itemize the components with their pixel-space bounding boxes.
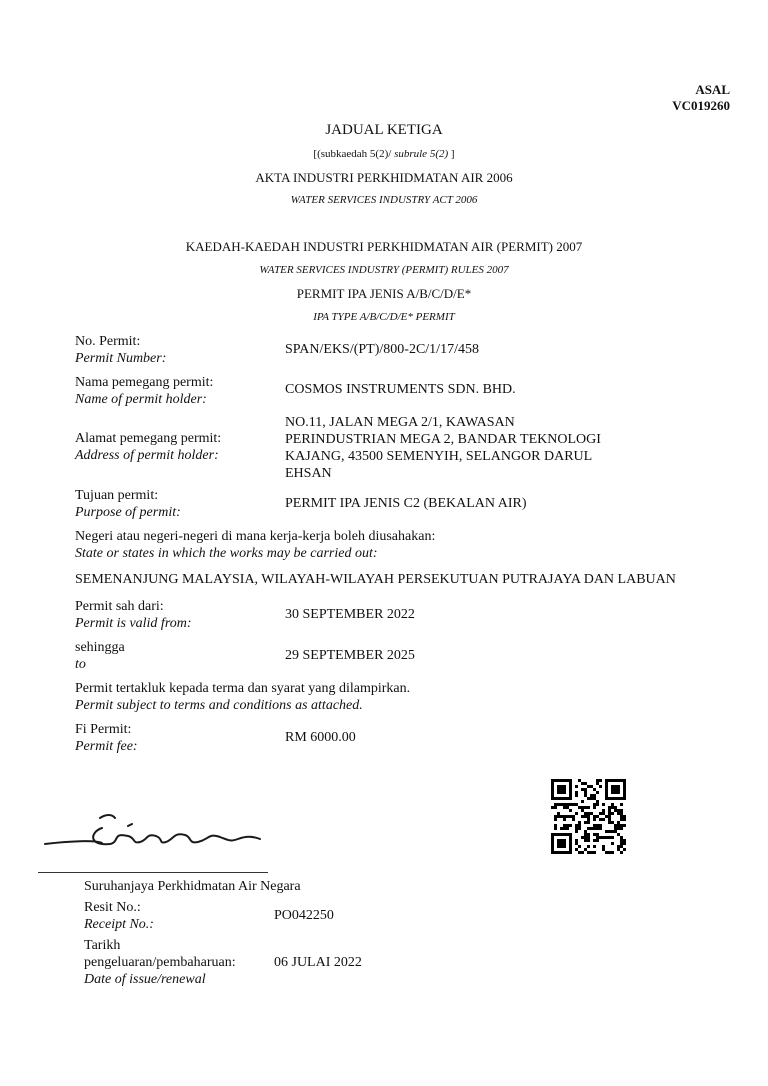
permit-number-label-en: Permit Number: [75, 351, 167, 366]
permit-type-en: IPA TYPE A/B/C/D/E* PERMIT [313, 311, 455, 323]
receipt-label-en: Receipt No.: [84, 917, 154, 932]
valid-from-label [75, 598, 192, 632]
valid-to-label-my: sehingga [75, 640, 125, 655]
permit-number-value: SPAN/EKS/(PT)/800-2C/1/17/458 [285, 342, 479, 357]
subrule-italic: subrule 5(2) [394, 148, 449, 160]
address-line: NO.11, JALAN MEGA 2/1, KAWASAN [285, 415, 515, 430]
issue-date-label [84, 937, 236, 988]
issue-date-label-en: Date of issue/renewal [84, 972, 206, 987]
fee-label [75, 721, 138, 755]
issue-date-value: 06 JULAI 2022 [274, 955, 362, 970]
issue-date-label-my-1: Tarikh [84, 938, 121, 953]
terms-note [75, 680, 410, 714]
act-title-my: AKTA INDUSTRI PERKHIDMATAN AIR 2006 [255, 170, 513, 185]
holder-address-value [285, 414, 601, 482]
address-line: PERINDUSTRIAN MEGA 2, BANDAR TEKNOLOGI [285, 432, 601, 447]
receipt-label-my: Resit No.: [84, 900, 141, 915]
permit-number-label [75, 333, 166, 367]
schedule-title: JADUAL KETIGA [325, 122, 443, 138]
holder-name-label-en: Name of permit holder: [75, 392, 207, 407]
holder-name-label-my: Nama pemegang permit: [75, 375, 214, 390]
subrule-prefix: [(subkaedah 5(2)/ [313, 148, 395, 160]
terms-note-en: Permit subject to terms and conditions as attached. [75, 698, 363, 713]
fee-label-en: Permit fee: [75, 739, 138, 754]
states-label-my: Negeri atau negeri-negeri di mana kerja-kerja boleh diusahakan: [75, 529, 436, 544]
holder-address-label [75, 430, 221, 464]
valid-to-value: 29 SEPTEMBER 2025 [285, 648, 415, 663]
valid-from-value: 30 SEPTEMBER 2022 [285, 607, 415, 622]
valid-from-label-en: Permit is valid from: [75, 616, 192, 631]
issue-date-label-my-2: pengeluaran/pembaharuan: [84, 955, 236, 970]
holder-address-label-en: Address of permit holder: [75, 448, 219, 463]
subrule-suffix: ] [448, 148, 455, 160]
fee-label-my: Fi Permit: [75, 722, 132, 737]
holder-address-label-my: Alamat pemegang permit: [75, 431, 222, 446]
signature [40, 806, 270, 856]
address-line: KAJANG, 43500 SEMENYIH, SELANGOR DARUL [285, 449, 593, 464]
permit-number-label-my: No. Permit: [75, 334, 141, 349]
purpose-label-en: Purpose of permit: [75, 505, 181, 520]
subrule-reference [0, 148, 768, 160]
rules-title-my: KAEDAH-KAEDAH INDUSTRI PERKHIDMATAN AIR (PERMIT) 2007 [185, 239, 583, 254]
receipt-value: PO042250 [274, 908, 334, 923]
receipt-label [84, 899, 154, 933]
holder-name-label [75, 374, 213, 408]
valid-from-label-my: Permit sah dari: [75, 599, 164, 614]
signature-line [38, 872, 268, 873]
purpose-label-my: Tujuan permit: [75, 488, 159, 503]
terms-note-my: Permit tertakluk kepada terma dan syarat yang dilampirkan. [75, 681, 411, 696]
valid-to-label [75, 639, 125, 673]
fee-value: RM 6000.00 [285, 730, 356, 745]
states-value: SEMENANJUNG MALAYSIA, WILAYAH-WILAYAH PERSEKUTUAN PUTRAJAYA DAN LABUAN [75, 572, 676, 587]
valid-to-label-en: to [75, 657, 86, 672]
act-title-en: WATER SERVICES INDUSTRY ACT 2006 [290, 194, 478, 206]
purpose-label [75, 487, 181, 521]
permit-type-my: PERMIT IPA JENIS A/B/C/D/E* [296, 286, 472, 301]
holder-name-value: COSMOS INSTRUMENTS SDN. BHD. [285, 382, 516, 397]
states-label [75, 528, 435, 562]
purpose-value: PERMIT IPA JENIS C2 (BEKALAN AIR) [285, 496, 527, 511]
copy-label: ASAL [695, 82, 730, 97]
rules-title-en: WATER SERVICES INDUSTRY (PERMIT) RULES 2007 [259, 264, 509, 276]
authority-name: Suruhanjaya Perkhidmatan Air Negara [84, 879, 301, 894]
states-label-en: State or states in which the works may be carried out: [75, 546, 378, 561]
qr-code [551, 779, 626, 854]
address-line: EHSAN [285, 466, 332, 481]
serial-number: VC019260 [672, 98, 730, 113]
